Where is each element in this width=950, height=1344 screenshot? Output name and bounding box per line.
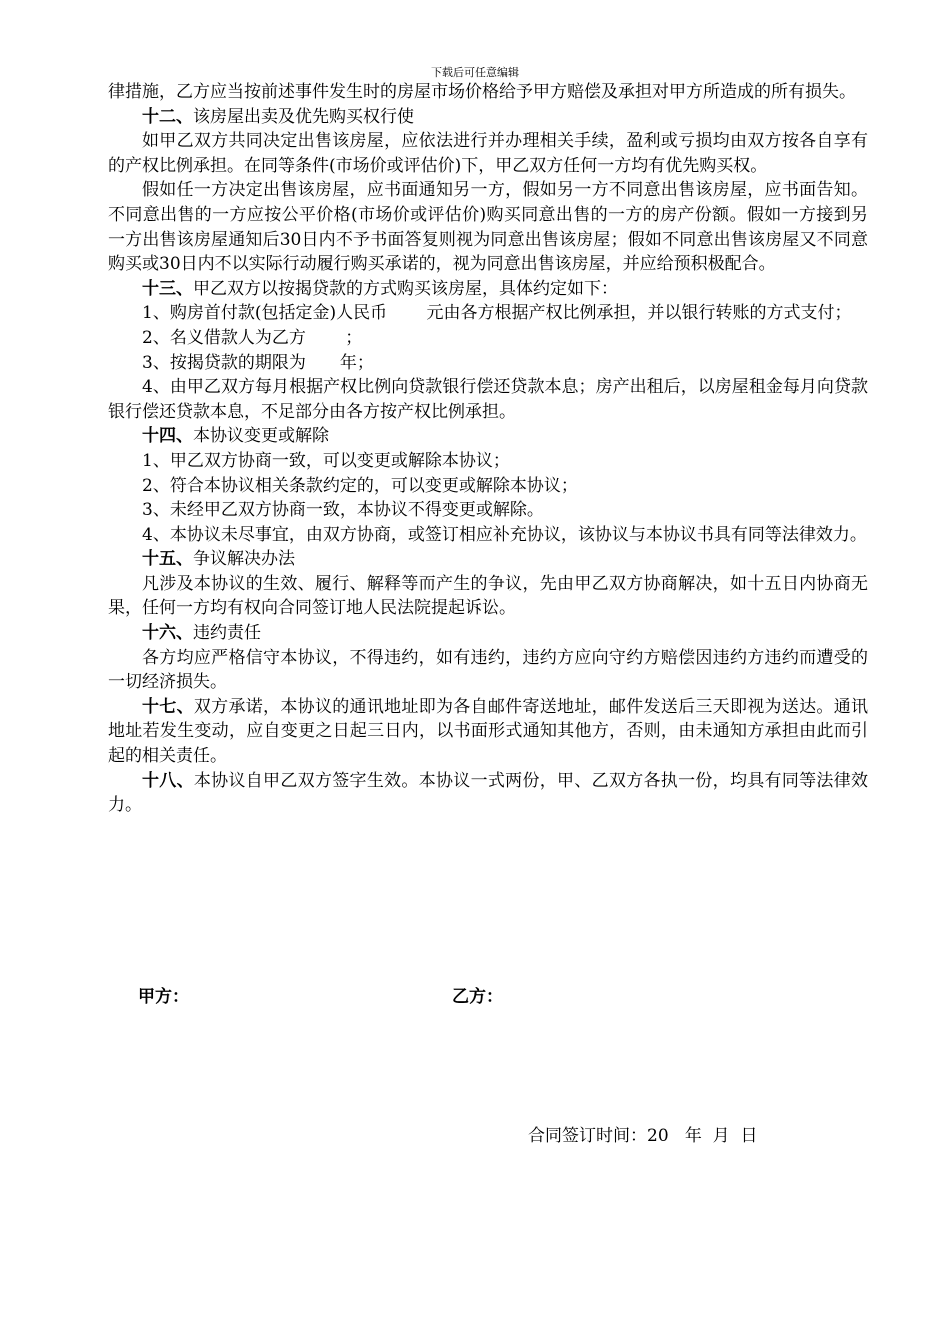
section-12-title: 该房屋出卖及优先购买权行使 <box>193 106 414 127</box>
section-13-heading <box>108 277 868 302</box>
section-13-item-1: 1、购房首付款(包括定金)人民币 元由各方根据产权比例承担，并以银行转账的方式支付； <box>142 303 852 324</box>
header-note: 下载后可任意编辑 <box>431 66 519 79</box>
intro-paragraph: 律措施，乙方应当按前述事件发生时的房屋市场价格给予甲方赔偿及承担对甲方所造成的所有损失。 <box>108 82 856 102</box>
section-17-number: 十七、 <box>142 696 194 717</box>
section-14-heading <box>108 424 868 449</box>
section-14-number: 十四、 <box>142 426 193 447</box>
section-14-item-3: 3、未经甲乙双方协商一致，本协议不得变更或解除。 <box>142 500 544 521</box>
section-14-item-4: 4、本协议未尽事宜，由双方协商，或签订相应补充协议，该协议与本协议书具有同等法律效力。 <box>142 524 867 545</box>
section-13-number: 十三、 <box>142 278 193 299</box>
section-14-item-2: 2、符合本协议相关条款约定的，可以变更或解除本协议； <box>142 475 578 496</box>
party-a-signature-label: 甲方： <box>138 987 189 1007</box>
section-12-heading <box>108 105 868 130</box>
section-15-paragraph: 凡涉及本协议的生效、履行、解释等而产生的争议，先由甲乙双方协商解决，如十五日内协商无果，任何一方均有权向合同签订地人民法院提起诉讼。 <box>108 573 868 619</box>
section-13-item-2: 2、名义借款人为乙方 ； <box>142 327 363 348</box>
section-18-text: 本协议自甲乙双方签字生效。本协议一式两份，甲、乙双方各执一份，均具有同等法律效力。 <box>108 770 869 816</box>
section-15-title: 争议解决办法 <box>193 549 295 570</box>
section-16-title: 违约责任 <box>193 623 261 644</box>
section-18-number: 十八、 <box>142 770 194 791</box>
section-12-paragraph-1: 如甲乙双方共同决定出售该房屋，应依法进行并办理相关手续，盈利或亏损均由双方按各自享有的产权比例承担。在同等条件(市场价或评估价)下，甲乙双方任何一方均有优先购买权。 <box>108 131 868 176</box>
section-14-item-1: 1、甲乙双方协商一致，可以变更或解除本协议； <box>142 450 510 471</box>
section-12-paragraph-2: 假如任一方决定出售该房屋，应书面通知另一方，假如另一方不同意出售该房屋，应书面告知。不同意出售的一方应按公平价格(市场价或评估价)购买同意出售的一方的房产份额。假如一方接到另一方出售该房屋通知后30日内不予书面答复则视为同意出售该房屋；假如不同意出售该房屋又不同意购买或30日内不以实际行动履行购买承诺的，视为同意出售该房屋，并应给预积极配合。 <box>108 180 868 275</box>
section-15-heading <box>108 547 868 572</box>
section-18-paragraph <box>108 769 868 818</box>
party-b-signature-label: 乙方： <box>452 987 503 1007</box>
contract-body <box>108 80 868 818</box>
section-17-paragraph <box>108 695 868 769</box>
section-13-title: 甲乙双方以按揭贷款的方式购买该房屋，具体约定如下： <box>193 278 618 299</box>
section-12-number: 十二、 <box>142 106 193 127</box>
section-16-number: 十六、 <box>142 623 193 644</box>
section-13-item-4: 4、由甲乙双方每月根据产权比例向贷款银行偿还贷款本息；房产出租后，以房屋租金每月向贷款银行偿还贷款本息，不足部分由各方按产权比例承担。 <box>108 377 868 422</box>
section-16-paragraph: 各方均应严格信守本协议，不得违约，如有违约，违约方应向守约方赔偿因违约方违约而遭受的一切经济损失。 <box>108 647 868 693</box>
section-14-title: 本协议变更或解除 <box>193 426 329 447</box>
section-13-item-3: 3、按揭贷款的期限为 年； <box>142 352 374 373</box>
contract-date-line: 合同签订时间：20 年 月 日 <box>528 1126 758 1146</box>
section-17-text: 双方承诺，本协议的通讯地址即为各自邮件寄送地址，邮件发送后三天即视为送达。通讯地址若发生变动，应自变更之日起三日内，以书面形式通知其他方，否则，由未通知方承担由此而引起的相关责任。 <box>108 696 869 767</box>
section-15-number: 十五、 <box>142 549 193 570</box>
section-16-heading <box>108 621 868 646</box>
